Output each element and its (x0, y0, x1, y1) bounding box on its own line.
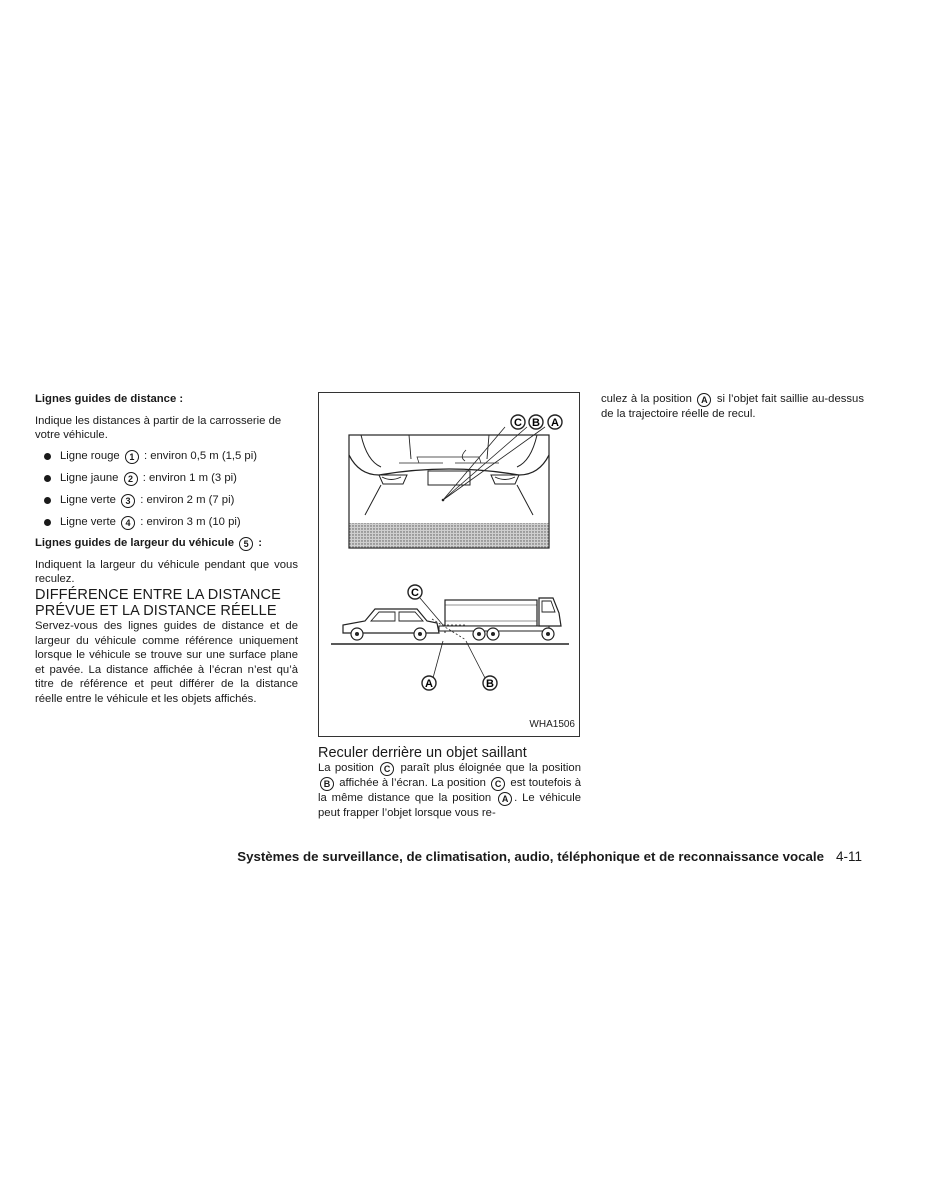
figure-label-a-side: A (425, 678, 433, 690)
side-view (331, 598, 569, 678)
list-item: Ligne verte 3 : environ 2 m (7 pi) (42, 493, 298, 508)
circled-letter-c: C (380, 762, 394, 776)
page-number: 4-11 (835, 849, 862, 864)
circled-letter-a: A (697, 393, 711, 407)
figure-code: WHA1506 (529, 719, 575, 731)
rear-camera-figure (318, 392, 580, 737)
list-item: Ligne verte 4 : environ 3 m (10 pi) (42, 515, 298, 530)
circled-number-4: 4 (121, 516, 135, 530)
circled-letter-a: A (498, 792, 512, 806)
list-item: Ligne rouge 1 : environ 0,5 m (1,5 pi) (42, 449, 298, 464)
list-item: Ligne jaune 2 : environ 1 m (3 pi) (42, 471, 298, 486)
figure-illustration (319, 393, 581, 738)
page-footer (0, 849, 862, 864)
subsection-text: La position C paraît plus éloignée que la position B affichée à l’écran. La position C est toutefois à la même distance que la position A . Le véhicule peut frapper l’objet lorsque vous re- (318, 762, 582, 819)
figure-label-a-top: A (551, 417, 559, 429)
figure-label-b-top: B (532, 417, 540, 429)
section-text: Servez-vous des lignes guides de distance et de largeur du véhicule comme référence uniquement lorsque le véhicule se trouve sur une surface plane et pavée. La distance affichée à l’écran n’est qu’à titre de référence et peut différer de la distance réelle entre le véhicule et les objets affichés. (35, 619, 298, 705)
figure-label-b-side: B (486, 678, 494, 690)
distance-intro: Indique les distances à partir de la carrosserie de votre véhicule. (35, 414, 282, 442)
width-text: Indiquent la largeur du véhicule pendant que vous reculez. (35, 558, 298, 586)
continued-text: culez à la position A si l’objet fait saillie au-dessus de la trajectoire réelle de recul. (601, 393, 864, 420)
circled-letter-b: B (320, 777, 334, 791)
column-middle (318, 392, 581, 821)
column-left (35, 392, 298, 707)
circled-number-2: 2 (124, 472, 138, 486)
circled-number-3: 3 (121, 494, 135, 508)
circled-number-1: 1 (125, 450, 139, 464)
column-right (601, 392, 864, 422)
distance-line-list (35, 449, 298, 530)
chapter-title: Systèmes de surveillance, de climatisation, audio, téléphonique et de reconnaissance vocale (237, 849, 824, 864)
figure-label-c-top: C (514, 417, 522, 429)
heading-width-lines: Lignes guides de largeur du véhicule 5 : (35, 536, 263, 549)
heading-distance-lines: Lignes guides de distance : (35, 393, 184, 405)
monitor-view (349, 427, 549, 548)
figure-label-c-side: C (411, 587, 419, 599)
section-title: DIFFÉRENCE ENTRE LA DISTANCE PRÉVUE ET LA DISTANCE RÉELLE (35, 586, 281, 619)
circled-number-5: 5 (239, 537, 253, 551)
subsection-title: Reculer derrière un objet saillant (318, 745, 527, 761)
circled-letter-c: C (491, 777, 505, 791)
